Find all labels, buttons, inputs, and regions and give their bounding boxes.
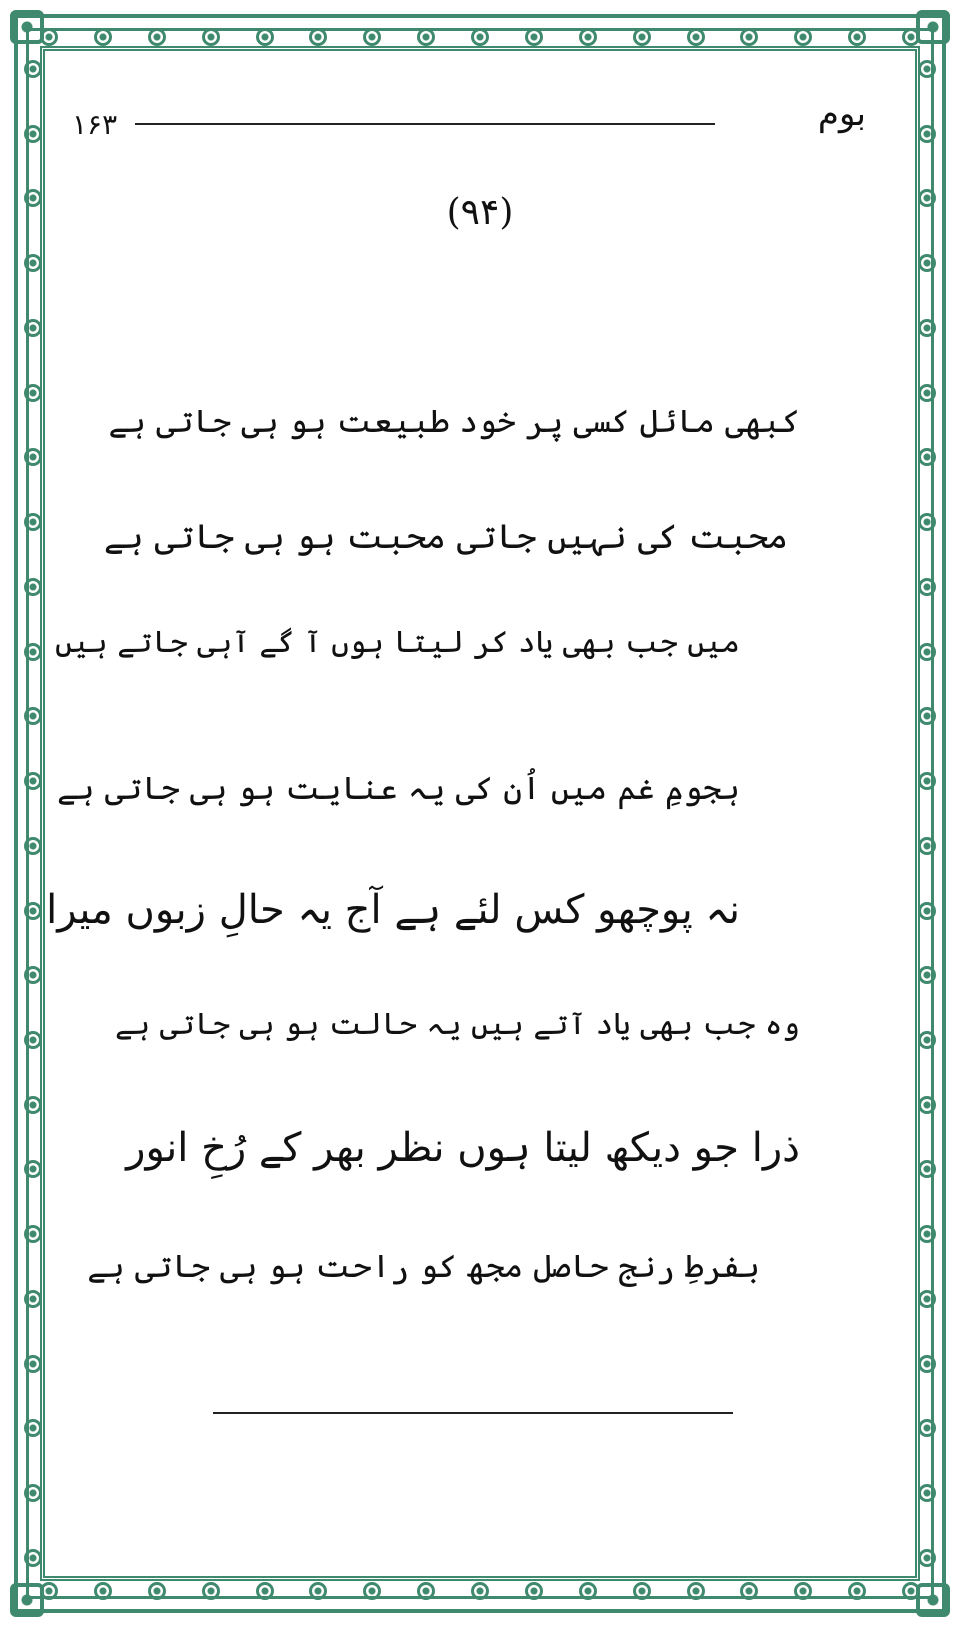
- verse-line: وہ جب بھی یاد آتے ہیں یہ حالت ہو ہی جاتی ہے: [115, 1007, 800, 1042]
- knot-ornament-icon: [918, 643, 936, 661]
- top-ornament-row: [40, 24, 920, 50]
- knot-ornament-icon: [24, 1290, 42, 1308]
- knot-ornament-icon: [918, 1549, 936, 1567]
- closing-rule: [213, 1412, 733, 1414]
- knot-ornament-icon: [794, 1582, 812, 1600]
- knot-ornament-icon: [918, 772, 936, 790]
- knot-ornament-icon: [24, 1419, 42, 1437]
- knot-ornament-icon: [417, 1582, 435, 1600]
- left-ornament-column: [20, 60, 46, 1567]
- verse-line: میں جب بھی یاد کر لیتا ہوں آ گے آہی جاتے ہیں: [55, 625, 740, 660]
- knot-ornament-icon: [918, 1290, 936, 1308]
- knot-ornament-icon: [417, 28, 435, 46]
- knot-ornament-icon: [633, 28, 651, 46]
- knot-ornament-icon: [848, 28, 866, 46]
- verse-line: بفرطِ رنج حاصل مجھ کو راحت ہو ہی جاتی ہے: [87, 1247, 760, 1285]
- knot-ornament-icon: [918, 1225, 936, 1243]
- knot-ornament-icon: [525, 28, 543, 46]
- knot-ornament-icon: [24, 902, 42, 920]
- knot-ornament-icon: [24, 643, 42, 661]
- knot-ornament-icon: [740, 1582, 758, 1600]
- knot-ornament-icon: [918, 513, 936, 531]
- knot-ornament-icon: [918, 60, 936, 78]
- knot-ornament-icon: [24, 1355, 42, 1373]
- corner-ornament-icon: [10, 10, 44, 44]
- knot-ornament-icon: [918, 1355, 936, 1373]
- bottom-ornament-row: [40, 1578, 920, 1604]
- knot-ornament-icon: [24, 1160, 42, 1178]
- knot-ornament-icon: [24, 384, 42, 402]
- knot-ornament-icon: [794, 28, 812, 46]
- knot-ornament-icon: [148, 1582, 166, 1600]
- knot-ornament-icon: [24, 1031, 42, 1049]
- knot-ornament-icon: [471, 28, 489, 46]
- knot-ornament-icon: [24, 513, 42, 531]
- ghazal-number: (۹۴): [446, 192, 514, 233]
- knot-ornament-icon: [256, 28, 274, 46]
- right-ornament-column: [914, 60, 940, 1567]
- knot-ornament-icon: [918, 448, 936, 466]
- knot-ornament-icon: [918, 1419, 936, 1437]
- knot-ornament-icon: [579, 1582, 597, 1600]
- knot-ornament-icon: [918, 837, 936, 855]
- knot-ornament-icon: [918, 254, 936, 272]
- knot-ornament-icon: [24, 966, 42, 984]
- knot-ornament-icon: [148, 28, 166, 46]
- knot-ornament-icon: [24, 1549, 42, 1567]
- knot-ornament-icon: [24, 125, 42, 143]
- knot-ornament-icon: [579, 28, 597, 46]
- page-number: ۱۶۳: [72, 108, 118, 141]
- knot-ornament-icon: [24, 319, 42, 337]
- knot-ornament-icon: [24, 578, 42, 596]
- knot-ornament-icon: [918, 966, 936, 984]
- knot-ornament-icon: [633, 1582, 651, 1600]
- knot-ornament-icon: [848, 1582, 866, 1600]
- verse-line: ذرا جو دیکھ لیتا ہوں نظر بھر کے رُخِ انور: [126, 1125, 800, 1171]
- knot-ornament-icon: [24, 772, 42, 790]
- knot-ornament-icon: [918, 384, 936, 402]
- knot-ornament-icon: [918, 1484, 936, 1502]
- knot-ornament-icon: [309, 28, 327, 46]
- knot-ornament-icon: [94, 1582, 112, 1600]
- knot-ornament-icon: [918, 902, 936, 920]
- knot-ornament-icon: [24, 254, 42, 272]
- book-title: بوم: [817, 94, 866, 134]
- knot-ornament-icon: [24, 707, 42, 725]
- knot-ornament-icon: [918, 1160, 936, 1178]
- knot-ornament-icon: [202, 28, 220, 46]
- header-rule: [135, 123, 715, 125]
- knot-ornament-icon: [687, 1582, 705, 1600]
- corner-ornament-icon: [916, 1583, 950, 1617]
- verse-line: محبت کی نہیں جاتی محبت ہو ہی جاتی ہے: [103, 517, 788, 557]
- knot-ornament-icon: [740, 28, 758, 46]
- corner-ornament-icon: [10, 1583, 44, 1617]
- knot-ornament-icon: [24, 448, 42, 466]
- knot-ornament-icon: [24, 837, 42, 855]
- verse-line: کبھی مائل کسی پر خود طبیعت ہو ہی جاتی ہے: [108, 402, 800, 440]
- page-border-inner: [40, 46, 920, 1581]
- knot-ornament-icon: [918, 707, 936, 725]
- knot-ornament-icon: [918, 1096, 936, 1114]
- knot-ornament-icon: [918, 125, 936, 143]
- knot-ornament-icon: [687, 28, 705, 46]
- knot-ornament-icon: [202, 1582, 220, 1600]
- knot-ornament-icon: [918, 578, 936, 596]
- verse-line: نہ پوچھو کس لئے ہے آج یہ حالِ زبوں میرا: [46, 887, 740, 933]
- verse-line: ہجومِ غم میں اُن کی یہ عنایت ہو ہی جاتی ہے: [57, 769, 740, 807]
- knot-ornament-icon: [24, 1096, 42, 1114]
- knot-ornament-icon: [24, 1225, 42, 1243]
- knot-ornament-icon: [918, 1031, 936, 1049]
- knot-ornament-icon: [24, 1484, 42, 1502]
- corner-ornament-icon: [916, 10, 950, 44]
- knot-ornament-icon: [363, 28, 381, 46]
- knot-ornament-icon: [309, 1582, 327, 1600]
- knot-ornament-icon: [918, 319, 936, 337]
- knot-ornament-icon: [256, 1582, 274, 1600]
- knot-ornament-icon: [363, 1582, 381, 1600]
- knot-ornament-icon: [471, 1582, 489, 1600]
- knot-ornament-icon: [525, 1582, 543, 1600]
- knot-ornament-icon: [94, 28, 112, 46]
- knot-ornament-icon: [24, 60, 42, 78]
